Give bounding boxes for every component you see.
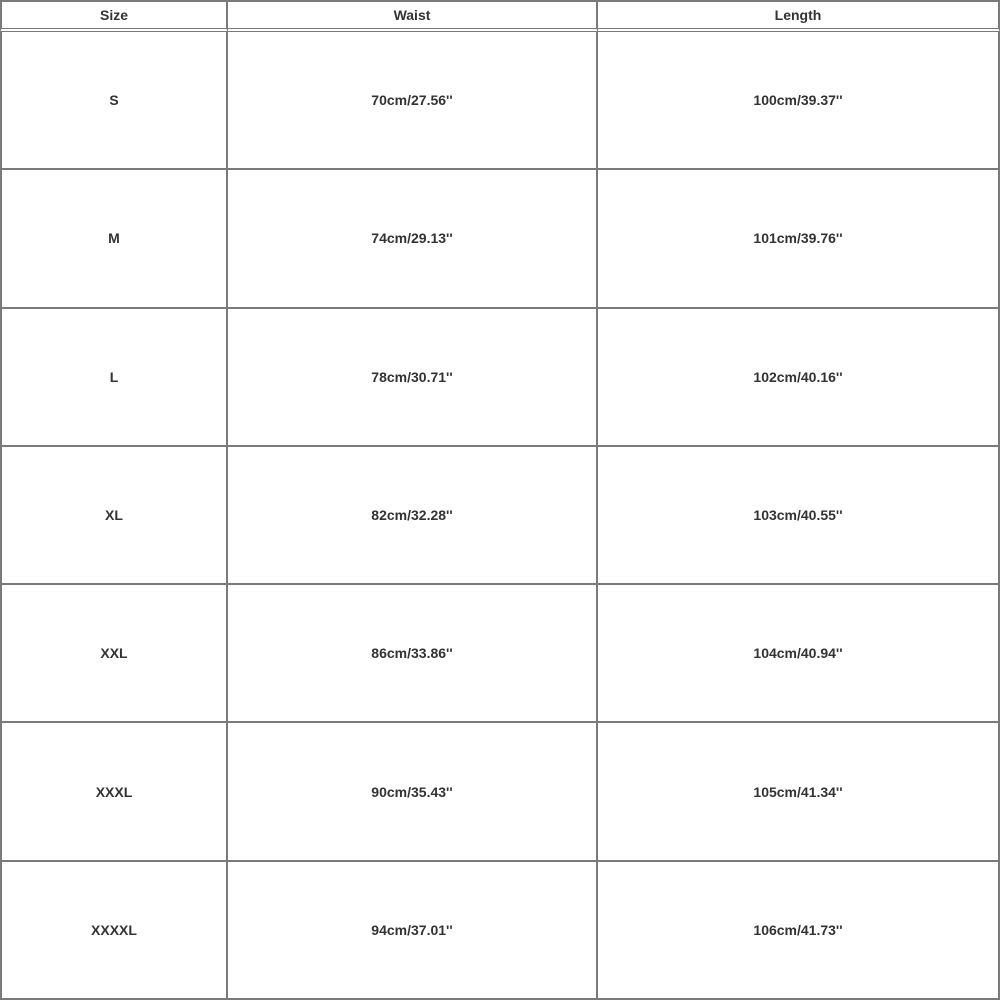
length-cell: 103cm/40.55'' — [598, 447, 1000, 585]
waist-cell: 70cm/27.56'' — [228, 32, 598, 170]
waist-cell: 94cm/37.01'' — [228, 862, 598, 1000]
table-row — [0, 309, 1000, 447]
size-cell: XXXXL — [0, 862, 228, 1000]
size-cell: XXXL — [0, 723, 228, 861]
waist-cell: 90cm/35.43'' — [228, 723, 598, 861]
waist-cell: 74cm/29.13'' — [228, 170, 598, 308]
header-length: Length — [598, 0, 1000, 32]
table-row — [0, 723, 1000, 861]
length-cell: 102cm/40.16'' — [598, 309, 1000, 447]
length-cell: 105cm/41.34'' — [598, 723, 1000, 861]
size-cell: L — [0, 309, 228, 447]
header-row — [0, 0, 1000, 32]
length-cell: 101cm/39.76'' — [598, 170, 1000, 308]
length-cell: 100cm/39.37'' — [598, 32, 1000, 170]
size-cell: XXL — [0, 585, 228, 723]
table-row — [0, 585, 1000, 723]
size-cell: XL — [0, 447, 228, 585]
length-cell: 106cm/41.73'' — [598, 862, 1000, 1000]
table-row — [0, 862, 1000, 1000]
waist-cell: 82cm/32.28'' — [228, 447, 598, 585]
waist-cell: 86cm/33.86'' — [228, 585, 598, 723]
header-size: Size — [0, 0, 228, 32]
size-cell: M — [0, 170, 228, 308]
length-cell: 104cm/40.94'' — [598, 585, 1000, 723]
table-row — [0, 32, 1000, 170]
size-cell: S — [0, 32, 228, 170]
table-row — [0, 170, 1000, 308]
waist-cell: 78cm/30.71'' — [228, 309, 598, 447]
table-row — [0, 447, 1000, 585]
header-waist: Waist — [228, 0, 598, 32]
